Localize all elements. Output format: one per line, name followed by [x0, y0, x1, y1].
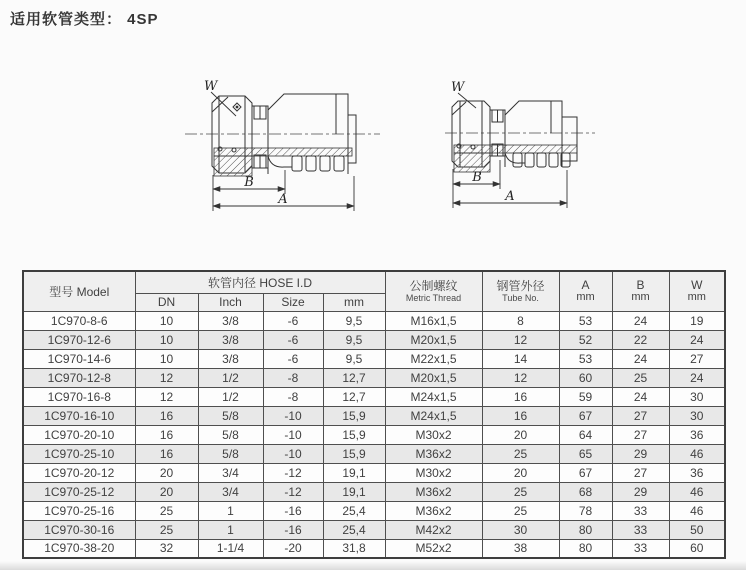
- w-mm-cell: 50: [669, 520, 725, 539]
- col-header-inch: Inch: [198, 293, 263, 311]
- model-cell: 1C970-16-8: [23, 387, 135, 406]
- w-mm-cell: 46: [669, 444, 725, 463]
- metric-thread-cell: M36x2: [385, 482, 482, 501]
- a-mm-cell: 78: [559, 501, 612, 520]
- inch-cell: 3/4: [198, 463, 263, 482]
- mm-cell: 15,9: [323, 444, 385, 463]
- inch-cell: 5/8: [198, 406, 263, 425]
- col-header-model: 型号 Model: [23, 271, 135, 311]
- b-mm-cell: 27: [612, 406, 669, 425]
- model-cell: 1C970-12-8: [23, 368, 135, 387]
- page-bottom-shadow: [0, 561, 746, 570]
- table-row: [23, 482, 725, 501]
- inch-cell: 1/2: [198, 387, 263, 406]
- a-mm-cell: 80: [559, 520, 612, 539]
- metric-thread-cell: M52x2: [385, 539, 482, 558]
- metric-thread-cell: M36x2: [385, 444, 482, 463]
- dn-cell: 20: [135, 463, 198, 482]
- inch-cell: 3/8: [198, 330, 263, 349]
- b-mm-cell: 29: [612, 444, 669, 463]
- mm-cell: 12,7: [323, 387, 385, 406]
- w-letter: W: [691, 278, 703, 293]
- size-cell: -12: [263, 482, 323, 501]
- w-mm-cell: 46: [669, 482, 725, 501]
- inch-cell: 3/8: [198, 311, 263, 330]
- w-mm-cell: 19: [669, 311, 725, 330]
- inch-cell: 5/8: [198, 425, 263, 444]
- tube-no-cell: 25: [482, 482, 559, 501]
- a-mm-cell: 53: [559, 349, 612, 368]
- table-row: [23, 311, 725, 330]
- col-header-size: Size: [263, 293, 323, 311]
- w-mm-cell: 30: [669, 406, 725, 425]
- dn-cell: 32: [135, 539, 198, 558]
- size-cell: -6: [263, 311, 323, 330]
- b-mm-cell: 33: [612, 539, 669, 558]
- model-cell: 1C970-20-12: [23, 463, 135, 482]
- a-mm-cell: 59: [559, 387, 612, 406]
- a-label: A: [505, 189, 515, 204]
- w-dimension-label: [204, 79, 236, 116]
- b-letter: B: [636, 278, 645, 293]
- dn-cell: 25: [135, 501, 198, 520]
- center-mark-icon: [233, 103, 241, 111]
- model-cell: 1C970-16-10: [23, 406, 135, 425]
- metric-thread-en: Metric Thread: [405, 292, 462, 303]
- model-cell: 1C970-14-6: [23, 349, 135, 368]
- col-header-mm: mm: [323, 293, 385, 311]
- tube-no-cell: 14: [482, 349, 559, 368]
- metric-thread-cell: M30x2: [385, 425, 482, 444]
- inch-cell: 5/8: [198, 444, 263, 463]
- w-mm-cell: 46: [669, 501, 725, 520]
- metric-thread-cn: 公制螺纹: [409, 278, 458, 293]
- w-unit: mm: [687, 291, 706, 304]
- inch-cell: 3/8: [198, 349, 263, 368]
- model-cell: 1C970-25-12: [23, 482, 135, 501]
- metric-thread-cell: M36x2: [385, 501, 482, 520]
- b-mm-cell: 27: [612, 425, 669, 444]
- table-row: [23, 368, 725, 387]
- mm-cell: 31,8: [323, 539, 385, 558]
- w-mm-cell: 36: [669, 463, 725, 482]
- col-header-metric-thread: [385, 271, 482, 311]
- section-hatch: [214, 147, 352, 176]
- tube-no-cell: 16: [482, 387, 559, 406]
- col-header-dn: DN: [135, 293, 198, 311]
- b-mm-cell: 24: [612, 349, 669, 368]
- inch-cell: 1/2: [198, 368, 263, 387]
- metric-thread-cell: M20x1,5: [385, 330, 482, 349]
- mm-cell: 19,1: [323, 482, 385, 501]
- mm-cell: 15,9: [323, 406, 385, 425]
- b-mm-cell: 24: [612, 311, 669, 330]
- col-header-b: [612, 271, 669, 311]
- mm-cell: 9,5: [323, 311, 385, 330]
- b-mm-cell: 22: [612, 330, 669, 349]
- table-row: [23, 501, 725, 520]
- size-cell: -10: [263, 425, 323, 444]
- w-mm-cell: 36: [669, 425, 725, 444]
- a-letter: A: [581, 278, 590, 293]
- model-cell: 1C970-25-16: [23, 501, 135, 520]
- metric-thread-cell: M24x1,5: [385, 406, 482, 425]
- mm-cell: 9,5: [323, 349, 385, 368]
- size-cell: -10: [263, 444, 323, 463]
- section-hatch: [454, 144, 577, 172]
- model-cell: 1C970-30-16: [23, 520, 135, 539]
- table-row: [23, 425, 725, 444]
- mm-cell: 15,9: [323, 425, 385, 444]
- b-mm-cell: 24: [612, 387, 669, 406]
- table-row: [23, 444, 725, 463]
- col-header-w: [669, 271, 725, 311]
- size-cell: -20: [263, 539, 323, 558]
- spec-table: [22, 270, 726, 559]
- dn-cell: 20: [135, 482, 198, 501]
- table-row: [23, 463, 725, 482]
- tube-no-cn: 钢管外径: [496, 278, 545, 293]
- col-header-a: [559, 271, 612, 311]
- tube-no-cell: 12: [482, 368, 559, 387]
- ferrule-body: [505, 101, 577, 167]
- tube-no-cell: 12: [482, 330, 559, 349]
- inch-cell: 1: [198, 520, 263, 539]
- inch-cell: 1-1/4: [198, 539, 263, 558]
- crimp-ribs: [292, 156, 344, 171]
- mm-cell: 12,7: [323, 368, 385, 387]
- a-label: A: [278, 192, 288, 207]
- thread-neck: [252, 106, 268, 168]
- size-cell: -8: [263, 368, 323, 387]
- a-mm-cell: 64: [559, 425, 612, 444]
- tube-no-cell: 20: [482, 463, 559, 482]
- b-label: B: [472, 170, 482, 185]
- metric-thread-cell: M16x1,5: [385, 311, 482, 330]
- size-cell: -16: [263, 501, 323, 520]
- dn-cell: 25: [135, 520, 198, 539]
- tube-no-cell: 38: [482, 539, 559, 558]
- model-cell: 1C970-25-10: [23, 444, 135, 463]
- a-mm-cell: 80: [559, 539, 612, 558]
- model-cell: 1C970-8-6: [23, 311, 135, 330]
- tube-no-cell: 30: [482, 520, 559, 539]
- a-mm-cell: 67: [559, 406, 612, 425]
- w-label: W: [204, 79, 218, 94]
- dimension-a: [213, 176, 354, 211]
- table-row: [23, 539, 725, 558]
- metric-thread-cell: M30x2: [385, 463, 482, 482]
- size-cell: -6: [263, 349, 323, 368]
- model-cell: 1C970-12-6: [23, 330, 135, 349]
- w-mm-cell: 24: [669, 330, 725, 349]
- metric-thread-cell: M42x2: [385, 520, 482, 539]
- w-mm-cell: 24: [669, 368, 725, 387]
- model-cell: 1C970-20-10: [23, 425, 135, 444]
- size-cell: -6: [263, 330, 323, 349]
- mm-cell: 25,4: [323, 520, 385, 539]
- inch-cell: 3/4: [198, 482, 263, 501]
- a-mm-cell: 68: [559, 482, 612, 501]
- a-mm-cell: 67: [559, 463, 612, 482]
- dn-cell: 16: [135, 444, 198, 463]
- b-mm-cell: 33: [612, 501, 669, 520]
- tube-no-cell: 25: [482, 444, 559, 463]
- b-mm-cell: 33: [612, 520, 669, 539]
- w-mm-cell: 27: [669, 349, 725, 368]
- fitting-drawing-right: [443, 60, 601, 215]
- dn-cell: 16: [135, 425, 198, 444]
- a-mm-cell: 52: [559, 330, 612, 349]
- b-mm-cell: 27: [612, 463, 669, 482]
- tube-no-cell: 25: [482, 501, 559, 520]
- col-header-hose-id: 软管内径 HOSE I.D: [135, 271, 385, 293]
- dn-cell: 10: [135, 330, 198, 349]
- table-row: [23, 387, 725, 406]
- mm-cell: 9,5: [323, 330, 385, 349]
- b-mm-cell: 29: [612, 482, 669, 501]
- page-title: 适用软管类型： 4SP: [10, 11, 159, 28]
- spec-table-body: [23, 311, 725, 558]
- fitting-drawing-left: [180, 60, 385, 215]
- metric-thread-cell: M24x1,5: [385, 387, 482, 406]
- metric-thread-cell: M22x1,5: [385, 349, 482, 368]
- a-mm-cell: 60: [559, 368, 612, 387]
- metric-thread-cell: M20x1,5: [385, 368, 482, 387]
- a-mm-cell: 65: [559, 444, 612, 463]
- tube-no-en: Tube No.: [502, 292, 539, 303]
- size-cell: -10: [263, 406, 323, 425]
- a-mm-cell: 53: [559, 311, 612, 330]
- dn-cell: 10: [135, 311, 198, 330]
- w-mm-cell: 60: [669, 539, 725, 558]
- b-mm-cell: 25: [612, 368, 669, 387]
- table-row: [23, 330, 725, 349]
- dn-cell: 12: [135, 387, 198, 406]
- dimension-a: [453, 170, 567, 208]
- inch-cell: 1: [198, 501, 263, 520]
- a-unit: mm: [576, 291, 595, 304]
- dn-cell: 16: [135, 406, 198, 425]
- tube-no-cell: 16: [482, 406, 559, 425]
- tube-no-cell: 8: [482, 311, 559, 330]
- size-cell: -8: [263, 387, 323, 406]
- crimp-ribs: [513, 153, 570, 167]
- mm-cell: 25,4: [323, 501, 385, 520]
- table-row: [23, 406, 725, 425]
- size-cell: -16: [263, 520, 323, 539]
- table-row: [23, 349, 725, 368]
- mm-cell: 19,1: [323, 463, 385, 482]
- dn-cell: 12: [135, 368, 198, 387]
- dn-cell: 10: [135, 349, 198, 368]
- tube-no-cell: 20: [482, 425, 559, 444]
- model-cell: 1C970-38-20: [23, 539, 135, 558]
- w-label: W: [451, 80, 465, 95]
- size-cell: -12: [263, 463, 323, 482]
- w-mm-cell: 30: [669, 387, 725, 406]
- table-row: [23, 520, 725, 539]
- b-label: B: [244, 175, 254, 190]
- b-unit: mm: [631, 291, 650, 304]
- col-header-tube-no: [482, 271, 559, 311]
